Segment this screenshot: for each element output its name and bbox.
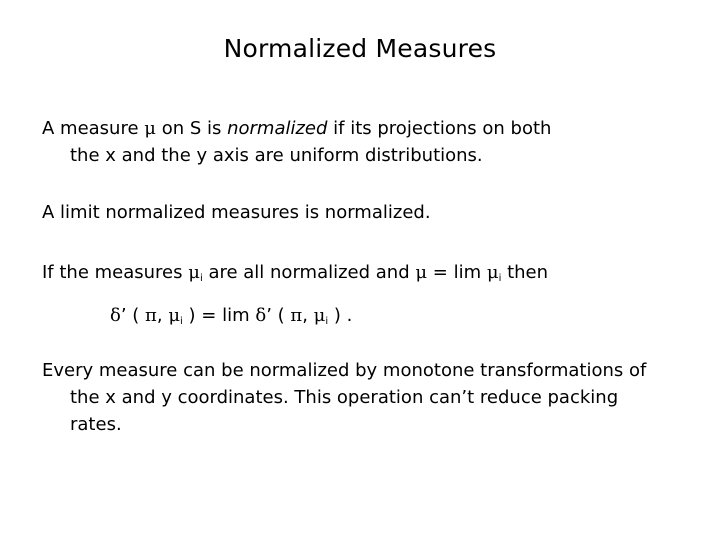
subscript-i: i xyxy=(325,316,329,327)
pi-symbol: π xyxy=(290,305,303,326)
paragraph-measures-limit xyxy=(42,259,682,292)
mu-symbol: μ xyxy=(188,262,200,283)
subscript-i: i xyxy=(180,316,183,327)
p1-text-1: A measure xyxy=(42,118,145,139)
mu-symbol: μ xyxy=(415,262,428,283)
formula-text-2: , xyxy=(156,305,169,326)
p4-line-1: Every measure can be normalized by monotone transformations of xyxy=(42,360,647,381)
paragraph-monotone-transformations xyxy=(42,357,682,438)
mu-symbol: μ xyxy=(486,262,499,283)
pi-symbol: π xyxy=(145,305,157,326)
formula-text-4: ’ ( xyxy=(266,305,291,326)
formula-text-3: ) = lim xyxy=(182,305,256,326)
mu-symbol: μ xyxy=(313,305,326,326)
paragraph-normalized-definition xyxy=(42,115,682,169)
subscript-i: i xyxy=(199,273,203,284)
p1-line-2: the x and the y axis are uniform distributions. xyxy=(70,145,483,166)
p3-text-4: then xyxy=(501,262,549,283)
p3-text-3: = lim xyxy=(427,262,487,283)
p4-line-2: the x and y coordinates. This operation can’t reduce packing xyxy=(70,387,619,408)
p1-text-2: on S is xyxy=(155,118,228,139)
slide-title: Normalized Measures xyxy=(223,34,497,63)
formula-text-5: , xyxy=(302,305,314,326)
p1-italic-term: normalized xyxy=(227,118,328,139)
p3-text-1: If the measures xyxy=(42,262,189,283)
p4-line-3: rates. xyxy=(70,414,122,435)
mu-symbol: μ xyxy=(168,305,181,326)
delta-symbol: δ xyxy=(255,305,267,326)
subscript-i: i xyxy=(498,273,502,284)
mu-symbol: μ xyxy=(144,118,156,139)
p1-text-3: if its projections on both xyxy=(327,118,552,139)
formula-text-1: ’ ( xyxy=(120,305,146,326)
delta-symbol: δ xyxy=(110,305,121,326)
formula-text-6: ) . xyxy=(328,305,353,326)
formula-delta-limit xyxy=(110,302,720,335)
p3-text-2: are all normalized and xyxy=(202,262,416,283)
paragraph-limit: A limit normalized measures is normalized. xyxy=(42,202,431,223)
